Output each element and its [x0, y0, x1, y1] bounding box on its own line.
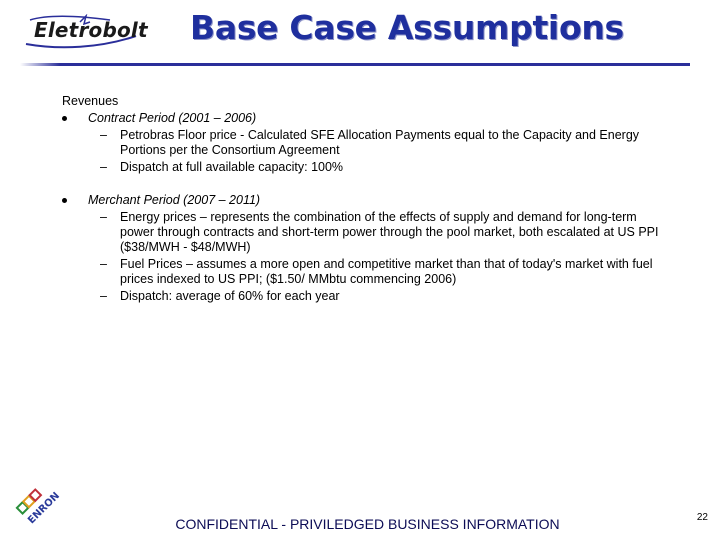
dash-icon: –	[100, 257, 107, 271]
sub-bullet	[62, 128, 672, 158]
section-heading: Revenues	[62, 94, 119, 108]
dash-icon: –	[100, 210, 107, 224]
sub-bullet-text: Dispatch: average of 60% for each year	[120, 289, 340, 303]
sub-bullet-text: Dispatch at full available capacity: 100%	[120, 160, 344, 174]
bullet-dot-icon	[62, 116, 67, 121]
eletrobolt-logo	[20, 14, 148, 52]
bullet-merchant-period	[62, 193, 672, 208]
sub-bullet	[62, 160, 672, 175]
page-title: Base Case Assumptions	[190, 8, 624, 47]
dash-icon: –	[100, 128, 107, 142]
title-rule-fade	[20, 63, 60, 66]
bullet-dot-icon	[62, 198, 67, 203]
sub-bullet-text: Petrobras Floor price - Calculated SFE Allocation Payments equal to the Capacity and Energy Portions per the Consortium Agreement	[120, 128, 640, 157]
slide-content	[62, 94, 672, 304]
bullet-label: Merchant Period (2007 – 2011)	[88, 193, 261, 207]
spacer	[62, 175, 672, 193]
sub-bullet	[62, 257, 672, 287]
enron-logo-text: ENRON	[26, 490, 62, 527]
logo-text: Eletrobolt	[34, 18, 148, 42]
sub-bullet	[62, 210, 672, 255]
sub-bullet-text: Fuel Prices – assumes a more open and competitive market than that of today's market with fuel prices indexed to US PPI; ($1.50/ MMbtu commencing 2006)	[120, 257, 653, 286]
title-rule	[60, 63, 690, 66]
sub-bullet	[62, 289, 672, 304]
confidential-notice: CONFIDENTIAL - PRIVILEDGED BUSINESS INFORMATION	[175, 516, 560, 532]
page-number: 22	[696, 512, 708, 523]
bullet-contract-period	[62, 111, 672, 126]
bullet-label: Contract Period (2001 – 2006)	[88, 111, 257, 125]
dash-icon: –	[100, 160, 107, 174]
sub-bullet-text: Energy prices – represents the combination of the effects of supply and demand for long-term power through contracts and short-term power through the pool market, both escalated at US PPI ($38/MWH - $48/MWH)	[120, 210, 659, 254]
dash-icon: –	[100, 289, 107, 303]
